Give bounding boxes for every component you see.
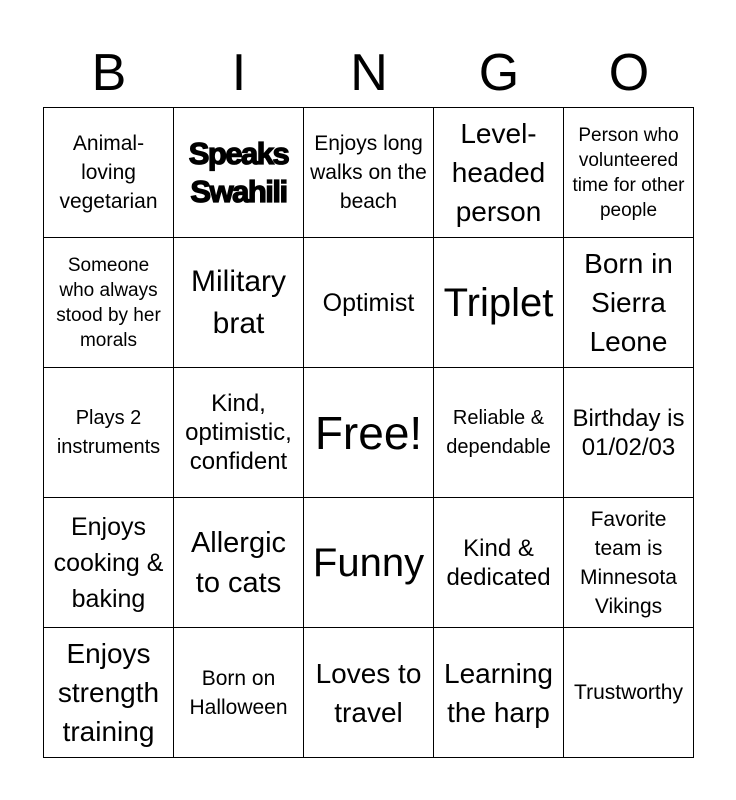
bingo-cell[interactable]: Enjoys cooking & baking (44, 498, 174, 628)
bingo-cell[interactable]: Triplet (434, 238, 564, 368)
bingo-cell[interactable]: Military brat (174, 238, 304, 368)
bingo-cell[interactable]: Speaks Swahili (174, 108, 304, 238)
bingo-cell[interactable]: Loves to travel (304, 628, 434, 758)
bingo-cell[interactable]: Kind & dedicated (434, 498, 564, 628)
bingo-cell[interactable]: Animal-loving vegetarian (44, 108, 174, 238)
bingo-cell[interactable]: Kind, optimistic, confident (174, 368, 304, 498)
bingo-cell[interactable]: Trustworthy (564, 628, 694, 758)
bingo-cell[interactable]: Born in Sierra Leone (564, 238, 694, 368)
bingo-cell[interactable]: Enjoys strength training (44, 628, 174, 758)
bingo-cell[interactable]: Learning the harp (434, 628, 564, 758)
bingo-header (44, 40, 694, 106)
bingo-cell[interactable]: Favorite team is Minnesota Vikings (564, 498, 694, 628)
header-letter-n: N (350, 44, 388, 102)
grid-row (44, 108, 694, 238)
free-space[interactable]: Free! (304, 368, 434, 498)
header-letter-o: O (608, 44, 650, 102)
bingo-cell[interactable]: Funny (304, 498, 434, 628)
bingo-grid (43, 107, 694, 758)
grid-row (44, 238, 694, 368)
bingo-cell[interactable]: Reliable & dependable (434, 368, 564, 498)
header-letter-g: G (478, 44, 520, 102)
header-letter-i: I (231, 44, 247, 102)
header-letter-b: B (91, 44, 127, 102)
grid-row (44, 628, 694, 758)
bingo-cell[interactable]: Plays 2 instruments (44, 368, 174, 498)
bingo-cell[interactable]: Birthday is 01/02/03 (564, 368, 694, 498)
bingo-cell[interactable]: Allergic to cats (174, 498, 304, 628)
grid-row (44, 368, 694, 498)
grid-row (44, 498, 694, 628)
bingo-cell[interactable]: Born on Halloween (174, 628, 304, 758)
bingo-cell[interactable]: Optimist (304, 238, 434, 368)
bingo-cell[interactable]: Person who volunteered time for other people (564, 108, 694, 238)
bingo-cell[interactable]: Someone who always stood by her morals (44, 238, 174, 368)
bingo-cell[interactable]: Level-headed person (434, 108, 564, 238)
bingo-cell[interactable]: Enjoys long walks on the beach (304, 108, 434, 238)
